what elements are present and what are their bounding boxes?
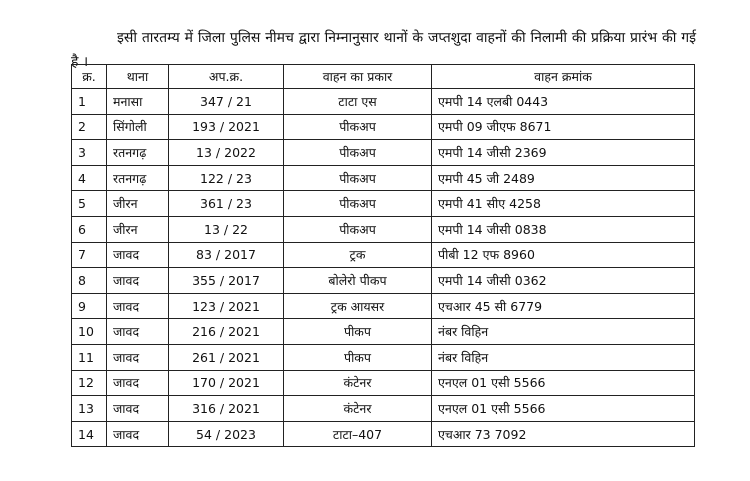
vehicle-type-cell: ट्रक [284, 242, 432, 268]
serial-cell: 9 [72, 293, 107, 319]
case-number-cell: 261 / 2021 [169, 344, 284, 370]
vehicle-type-cell: पीकअप [284, 165, 432, 191]
vehicle-type-cell: पीकअप [284, 216, 432, 242]
table-row [72, 268, 695, 294]
case-number-cell: 170 / 2021 [169, 370, 284, 396]
table-row [72, 191, 695, 217]
vehicle-number-cell: एमपी 41 सीए 4258 [432, 191, 695, 217]
serial-cell: 7 [72, 242, 107, 268]
serial-cell: 5 [72, 191, 107, 217]
table-header-row [72, 65, 695, 89]
serial-cell: 14 [72, 421, 107, 447]
police-station-cell: रतनगढ़ [107, 140, 169, 166]
case-number-cell: 13 / 22 [169, 216, 284, 242]
vehicle-number-cell: एमपी 09 जीएफ 8671 [432, 114, 695, 140]
header-vehicle-type: वाहन का प्रकार [284, 65, 432, 89]
table-row [72, 396, 695, 422]
serial-cell: 13 [72, 396, 107, 422]
table-row [72, 293, 695, 319]
case-number-cell: 193 / 2021 [169, 114, 284, 140]
serial-cell: 8 [72, 268, 107, 294]
police-station-cell: जावद [107, 242, 169, 268]
header-vehicle-number: वाहन क्रमांक [432, 65, 695, 89]
serial-cell: 12 [72, 370, 107, 396]
vehicle-type-cell: पीकअप [284, 191, 432, 217]
vehicle-type-cell: पीकअप [284, 140, 432, 166]
vehicle-number-cell: एमपी 14 जीसी 0362 [432, 268, 695, 294]
serial-cell: 2 [72, 114, 107, 140]
police-station-cell: रतनगढ़ [107, 165, 169, 191]
table-row [72, 344, 695, 370]
vehicle-type-cell: पीकअप [284, 114, 432, 140]
header-case-number: अप.क्र. [169, 65, 284, 89]
police-station-cell: जीरन [107, 216, 169, 242]
vehicle-type-cell: टाटा–407 [284, 421, 432, 447]
table-body [72, 89, 695, 447]
table-row [72, 421, 695, 447]
vehicle-number-cell: एमपी 14 एलबी 0443 [432, 89, 695, 115]
case-number-cell: 316 / 2021 [169, 396, 284, 422]
case-number-cell: 123 / 2021 [169, 293, 284, 319]
vehicle-number-cell: एचआर 73 7092 [432, 421, 695, 447]
vehicle-number-cell: एमपी 14 जीसी 0838 [432, 216, 695, 242]
police-station-cell: मनासा [107, 89, 169, 115]
case-number-cell: 83 / 2017 [169, 242, 284, 268]
table-row [72, 140, 695, 166]
vehicle-number-cell: एनएल 01 एसी 5566 [432, 370, 695, 396]
police-station-cell: जावद [107, 344, 169, 370]
vehicle-number-cell: नंबर विहिन [432, 319, 695, 345]
header-police-station: थाना [107, 65, 169, 89]
police-station-cell: जावद [107, 370, 169, 396]
table-row [72, 319, 695, 345]
case-number-cell: 347 / 21 [169, 89, 284, 115]
vehicle-type-cell: कंटेनर [284, 370, 432, 396]
vehicle-number-cell: एमपी 45 जी 2489 [432, 165, 695, 191]
intro-text: इसी तारतम्य में जिला पुलिस नीमच द्वारा निम्नानुसार थानों के जप्तशुदा वाहनों की निलामी की प्रक्रिया प्रारंभ की गई है । [71, 30, 696, 70]
police-station-cell: जावद [107, 421, 169, 447]
vehicle-type-cell: ट्रक आयसर [284, 293, 432, 319]
police-station-cell: जावद [107, 319, 169, 345]
serial-cell: 4 [72, 165, 107, 191]
police-station-cell: जीरन [107, 191, 169, 217]
table-row [72, 165, 695, 191]
seized-vehicles-table [71, 64, 695, 447]
vehicle-number-cell: नंबर विहिन [432, 344, 695, 370]
vehicle-type-cell: पीकप [284, 319, 432, 345]
vehicle-type-cell: पीकप [284, 344, 432, 370]
vehicle-number-cell: एनएल 01 एसी 5566 [432, 396, 695, 422]
serial-cell: 3 [72, 140, 107, 166]
vehicle-type-cell: बोलेरो पीकप [284, 268, 432, 294]
vehicle-type-cell: कंटेनर [284, 396, 432, 422]
police-station-cell: जावद [107, 293, 169, 319]
police-station-cell: जावद [107, 396, 169, 422]
table-row [72, 242, 695, 268]
vehicle-number-cell: पीबी 12 एफ 8960 [432, 242, 695, 268]
case-number-cell: 216 / 2021 [169, 319, 284, 345]
vehicle-number-cell: एचआर 45 सी 6779 [432, 293, 695, 319]
police-station-cell: सिंगोली [107, 114, 169, 140]
vehicle-type-cell: टाटा एस [284, 89, 432, 115]
serial-cell: 10 [72, 319, 107, 345]
serial-cell: 6 [72, 216, 107, 242]
table-row [72, 114, 695, 140]
case-number-cell: 13 / 2022 [169, 140, 284, 166]
table-row [72, 89, 695, 115]
case-number-cell: 122 / 23 [169, 165, 284, 191]
header-serial: क्र. [72, 65, 107, 89]
table-row [72, 370, 695, 396]
case-number-cell: 54 / 2023 [169, 421, 284, 447]
serial-cell: 1 [72, 89, 107, 115]
case-number-cell: 361 / 23 [169, 191, 284, 217]
serial-cell: 11 [72, 344, 107, 370]
vehicle-number-cell: एमपी 14 जीसी 2369 [432, 140, 695, 166]
case-number-cell: 355 / 2017 [169, 268, 284, 294]
police-station-cell: जावद [107, 268, 169, 294]
table-row [72, 216, 695, 242]
